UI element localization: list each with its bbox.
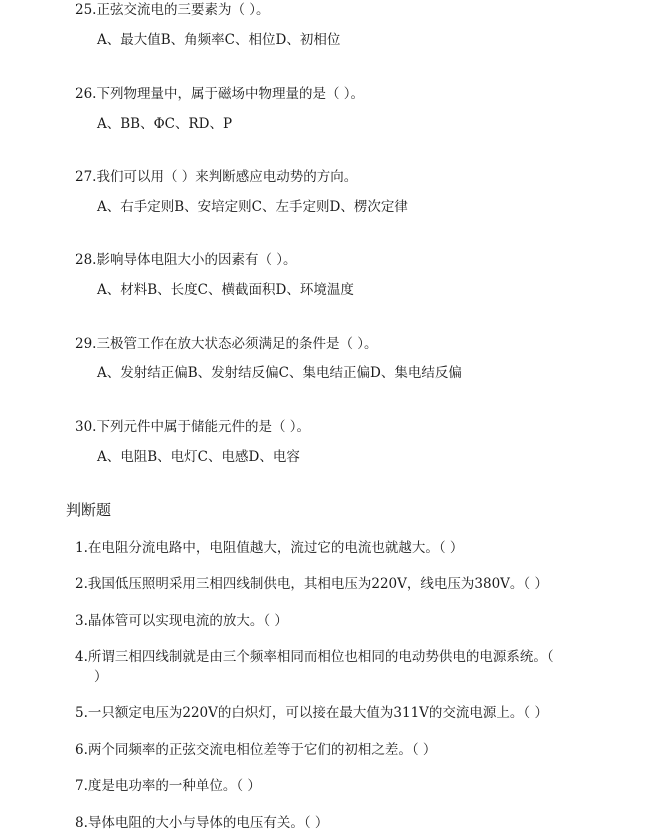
question-27-options: A、右手定则B、安培定则C、左手定则D、楞次定律 bbox=[97, 199, 408, 215]
tf-item-4-continuation: ） bbox=[94, 669, 108, 685]
question-28-stem: 28.影响导体电阻大小的因素有（ ）。 bbox=[75, 252, 297, 268]
question-29-stem: 29.三极管工作在放大状态必须满足的条件是（ ）。 bbox=[75, 336, 378, 352]
question-30-options: A、电阻B、电灯C、电感D、电容 bbox=[97, 449, 300, 465]
question-30-stem: 30.下列元件中属于储能元件的是（ ）。 bbox=[75, 419, 311, 435]
tf-item-7: 7.度是电功率的一种单位。（ ） bbox=[75, 778, 261, 794]
tf-item-4: 4.所谓三相四线制就是由三个频率相同而相位也相同的电动势供电的电源系统。（ bbox=[75, 649, 554, 665]
question-29-options: A、发射结正偏B、发射结反偏C、集电结正偏D、集电结反偏 bbox=[97, 365, 462, 381]
question-26-stem: 26.下列物理量中，属于磁场中物理量的是（ ）。 bbox=[75, 86, 365, 102]
question-25-stem: 25.正弦交流电的三要素为（ ）。 bbox=[75, 2, 270, 18]
question-26-options: A、BB、ΦC、RD、P bbox=[97, 116, 233, 132]
question-28-options: A、材料B、长度C、横截面积D、环境温度 bbox=[97, 282, 354, 298]
tf-item-8: 8.导体电阻的大小与导体的电压有关。（ ） bbox=[75, 815, 329, 831]
section-title-true-false: 判断题 bbox=[66, 501, 112, 519]
tf-item-3: 3.晶体管可以实现电流的放大。（ ） bbox=[75, 613, 288, 629]
tf-item-2: 2.我国低压照明采用三相四线制供电，其相电压为220V，线电压为380V。（ ） bbox=[75, 576, 548, 592]
question-25-options: A、最大值B、角频率C、相位D、初相位 bbox=[97, 32, 341, 48]
question-27-stem: 27.我们可以用（ ）来判断感应电动势的方向。 bbox=[75, 169, 358, 185]
tf-item-5: 5.一只额定电压为220V的白炽灯，可以接在最大值为311V的交流电源上。（ ） bbox=[75, 705, 548, 721]
tf-item-6: 6.两个同频率的正弦交流电相位差等于它们的初相之差。（ ） bbox=[75, 742, 437, 758]
tf-item-1: 1.在电阻分流电路中，电阻值越大，流过它的电流也就越大。（ ） bbox=[75, 540, 464, 556]
